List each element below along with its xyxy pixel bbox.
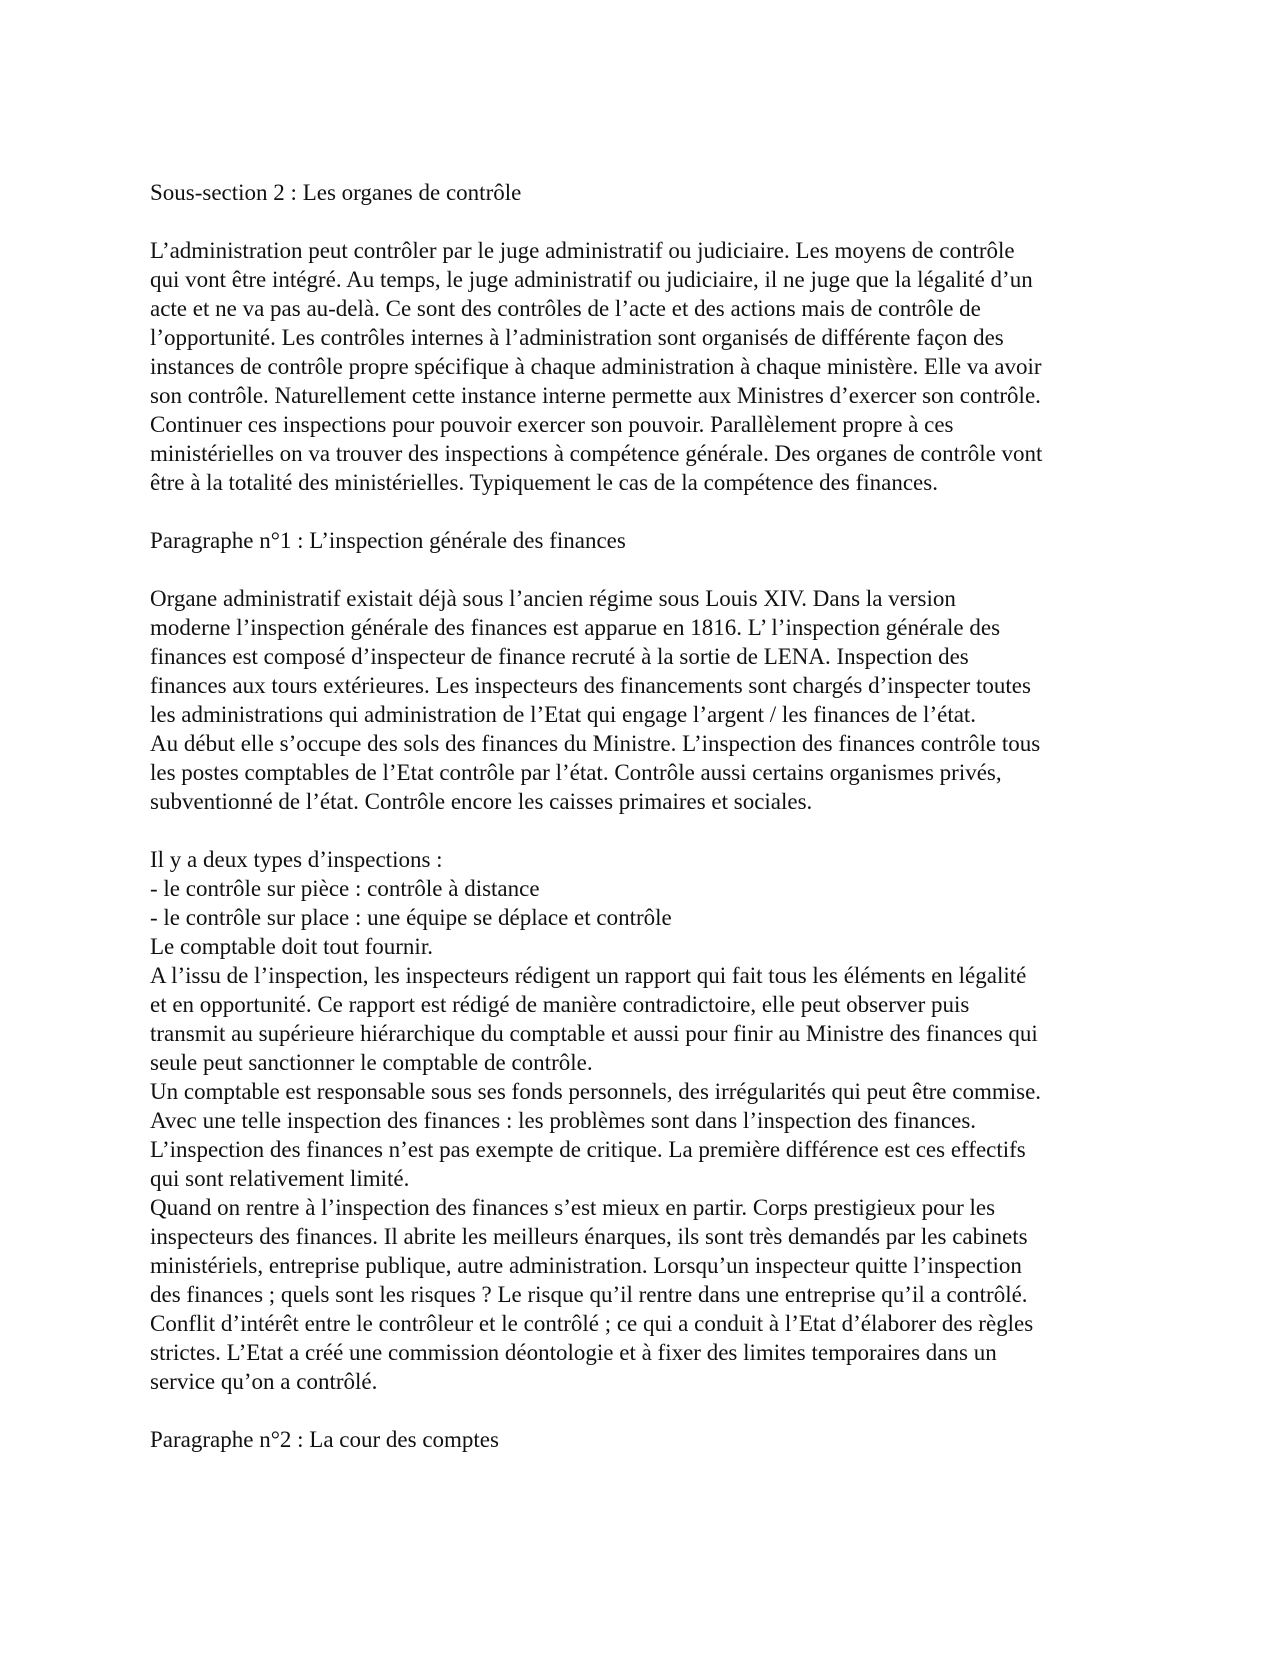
text-line: Organe administratif existait déjà sous l’ancien régime sous Louis XIV. Dans la version: [150, 586, 956, 611]
spacer: [150, 497, 1130, 526]
spacer: [150, 1396, 1130, 1425]
text-line: subventionné de l’état. Contrôle encore les caisses primaires et sociales.: [150, 789, 813, 814]
text-line: ministériels, entreprise publique, autre administration. Lorsqu’un inspecteur quitte l’inspection: [150, 1253, 1022, 1278]
text-line: des finances ; quels sont les risques ? Le risque qu’il rentre dans une entreprise qu’il a contrôlé.: [150, 1282, 1028, 1307]
paragraph-inspection: [150, 584, 1130, 816]
paragraph-heading-2: Paragraphe n°2 : La cour des comptes: [150, 1427, 499, 1452]
text-line: A l’issu de l’inspection, les inspecteurs rédigent un rapport qui fait tous les éléments en légalité: [150, 963, 1027, 988]
text-line: Le comptable doit tout fournir.: [150, 934, 433, 959]
text-line: finances aux tours extérieures. Les inspecteurs des financements sont chargés d’inspecter toutes: [150, 673, 1031, 698]
paragraph-intro: [150, 236, 1130, 497]
text-line: strictes. L’Etat a créé une commission déontologie et à fixer des limites temporaires dans un: [150, 1340, 997, 1365]
document-page: [150, 178, 1130, 1454]
list-item: - le contrôle sur place : une équipe se déplace et contrôle: [150, 905, 672, 930]
spacer: [150, 816, 1130, 845]
text-line: Un comptable est responsable sous ses fonds personnels, des irrégularités qui peut être commise.: [150, 1079, 1042, 1104]
text-line: Il y a deux types d’inspections :: [150, 847, 443, 872]
text-line: moderne l’inspection générale des finances est apparue en 1816. L’ l’inspection générale des: [150, 615, 1001, 640]
text-line: Continuer ces inspections pour pouvoir exercer son pouvoir. Parallèlement propre à ces: [150, 412, 954, 437]
text-line: Conflit d’intérêt entre le contrôleur et le contrôlé ; ce qui a conduit à l’Etat d’élaborer des règles: [150, 1311, 1034, 1336]
spacer: [150, 555, 1130, 584]
text-line: inspecteurs des finances. Il abrite les meilleurs énarques, ils sont très demandés par les cabinets: [150, 1224, 1028, 1249]
text-line: les postes comptables de l’Etat contrôle par l’état. Contrôle aussi certains organismes privés,: [150, 760, 1002, 785]
text-line: ministérielles on va trouver des inspections à compétence générale. Des organes de contrôle vont: [150, 441, 1043, 466]
text-line: acte et ne va pas au-delà. Ce sont des contrôles de l’acte et des actions mais de contrôle de: [150, 296, 981, 321]
text-line: et en opportunité. Ce rapport est rédigé de manière contradictoire, elle peut observer puis: [150, 992, 970, 1017]
text-line: instances de contrôle propre spécifique à chaque administration à chaque ministère. Elle va avoir: [150, 354, 1042, 379]
paragraph-heading-1: Paragraphe n°1 : L’inspection générale des finances: [150, 528, 626, 553]
text-line: Quand on rentre à l’inspection des finances s’est mieux en partir. Corps prestigieux pour les: [150, 1195, 996, 1220]
text-line: les administrations qui administration de l’Etat qui engage l’argent / les finances de l’état.: [150, 702, 977, 727]
paragraph-types: [150, 845, 1130, 1396]
text-line: Au début elle s’occupe des sols des finances du Ministre. L’inspection des finances contrôle tous: [150, 731, 1041, 756]
text-line: qui vont être intégré. Au temps, le juge administratif ou judiciaire, il ne juge que la légalité d’un: [150, 267, 1033, 292]
text-line: son contrôle. Naturellement cette instance interne permette aux Ministres d’exercer son contrôle.: [150, 383, 1041, 408]
text-line: service qu’on a contrôlé.: [150, 1369, 378, 1394]
text-line: finances est composé d’inspecteur de finance recruté à la sortie de LENA. Inspection des: [150, 644, 969, 669]
text-line: Avec une telle inspection des finances : les problèmes sont dans l’inspection des finances.: [150, 1108, 977, 1133]
text-line: transmit au supérieure hiérarchique du comptable et aussi pour finir au Ministre des finances qui: [150, 1021, 1038, 1046]
list-item: - le contrôle sur pièce : contrôle à distance: [150, 876, 540, 901]
text-line: L’administration peut contrôler par le juge administratif ou judiciaire. Les moyens de contrôle: [150, 238, 1015, 263]
text-line: qui sont relativement limité.: [150, 1166, 410, 1191]
text-line: être à la totalité des ministérielles. Typiquement le cas de la compétence des finances.: [150, 470, 938, 495]
section-heading: Sous-section 2 : Les organes de contrôle: [150, 180, 522, 205]
text-line: L’inspection des finances n’est pas exempte de critique. La première différence est ces effectifs: [150, 1137, 1026, 1162]
text-line: l’opportunité. Les contrôles internes à l’administration sont organisés de différente façon des: [150, 325, 1004, 350]
text-line: seule peut sanctionner le comptable de contrôle.: [150, 1050, 593, 1075]
spacer: [150, 207, 1130, 236]
